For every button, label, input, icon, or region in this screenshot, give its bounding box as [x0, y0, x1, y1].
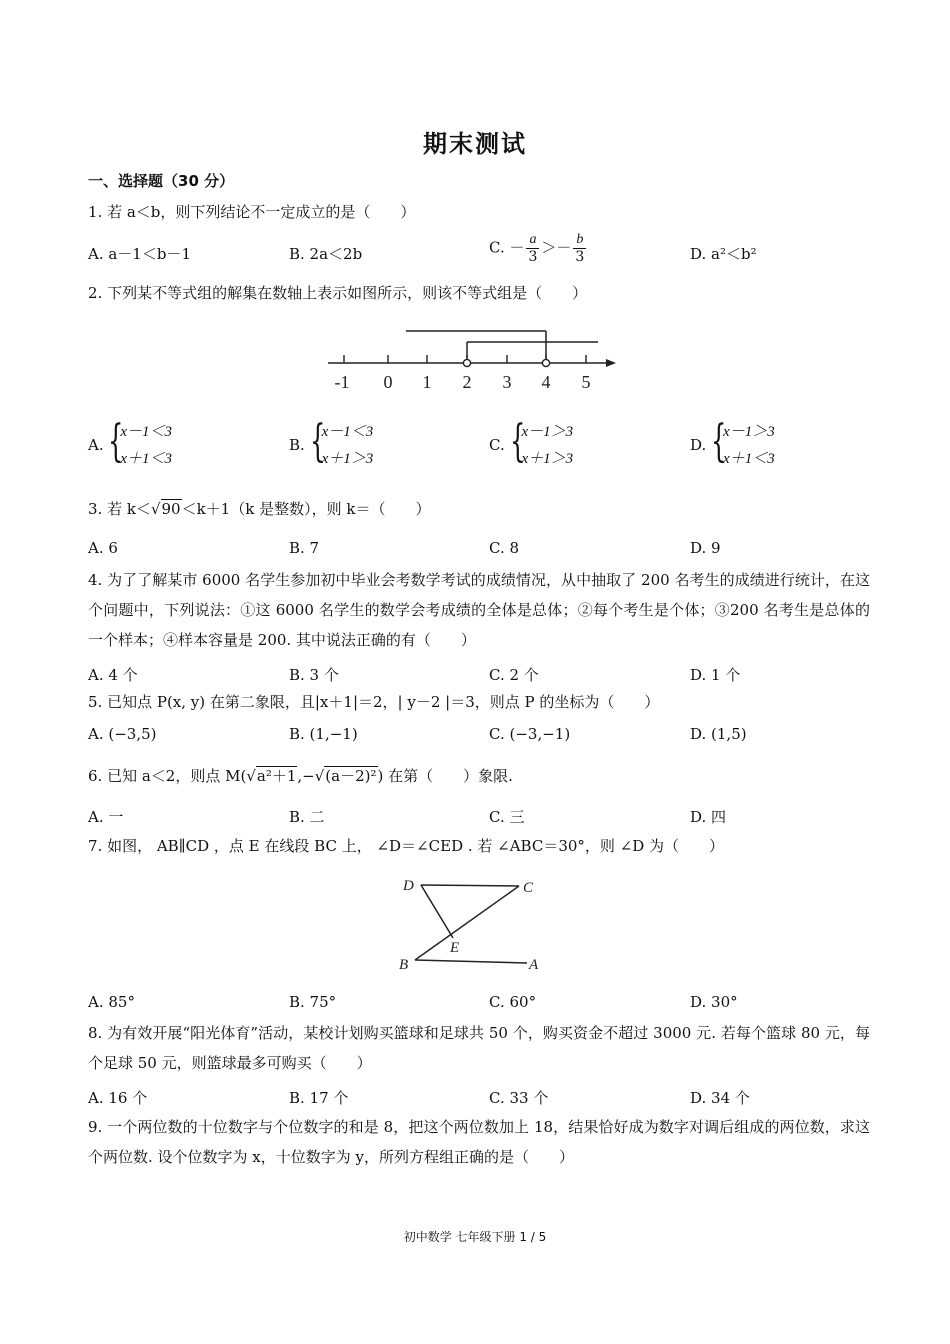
q7-option-a: A. 85°: [88, 993, 135, 1011]
q6-option-d: D. 四: [690, 808, 727, 826]
q4-option-b: B. 3 个: [289, 666, 339, 684]
q4-option-d: D. 1 个: [690, 666, 741, 684]
q5-option-c: C. (−3,−1): [489, 725, 571, 743]
question-9-stem: 9. 一个两位数的十位数字与个位数字的和是 8，把这个两位数加上 18，结果恰好成为数字对调后组成的两位数，求这个两位数. 设个位数字为 x，十位数字为 y，所列方程组正确的是（ ）: [88, 1118, 870, 1166]
point-label-e: E: [450, 940, 460, 956]
tick-label: 0: [383, 372, 393, 392]
q8-option-b: B. 17 个: [289, 1089, 349, 1107]
q7-option-c: C. 60°: [489, 993, 537, 1011]
q1-option-d: D. a²＜b²: [690, 245, 757, 263]
point-label-b: B: [399, 957, 409, 973]
geometry-figure: [395, 872, 545, 977]
tick-label: 4: [541, 372, 551, 392]
q2-option-d: D. { x－1＞3 x＋1＜3: [690, 416, 775, 467]
question-1-stem: 1. 若 a＜b，则下列结论不一定成立的是（ ）: [88, 203, 416, 221]
q3-option-b: B. 7: [289, 539, 320, 557]
point-label-c: C: [523, 880, 534, 896]
question-4-stem: 4. 为了了解某市 6000 名学生参加初中毕业会考数学考试的成绩情况，从中抽取了 200 名考生的成绩进行统计，在这个问题中，下列说法：①这 6000 名学生的数学会考成绩的全体是总体；②每个考生是个体；③200 名考生是总体的一个样本；④样本容量是 200. 其中说法正确的有（ ）: [88, 571, 870, 649]
page-footer: 初中数学 七年级下册 1 / 5: [403, 1230, 547, 1244]
page-title: 期末测试: [423, 130, 527, 158]
q1-option-b: B. 2a＜2b: [289, 245, 363, 263]
q6-option-c: C. 三: [489, 808, 525, 826]
q2-option-c: C. { x－1＞3 x＋1＞3: [489, 416, 574, 467]
question-7-stem: 7. 如图， AB∥CD ，点 E 在线段 BC 上， ∠D＝∠CED . 若 ∠ABC＝30°，则 ∠D 为（ ）: [88, 837, 725, 855]
question-6-stem: 6. 已知 a＜2，则点 M(√a²＋1,−√(a－2)²) 在第（ ）象限.: [88, 767, 513, 785]
point-label-a: A: [529, 957, 539, 973]
question-5-stem: 5. 已知点 P(x, y) 在第二象限，且|x＋1|＝2，| y－2 |＝3，则点 P 的坐标为（ ）: [88, 693, 660, 711]
q1-option-a: A. a－1＜b－1: [88, 245, 192, 263]
q3-option-c: C. 8: [489, 539, 520, 557]
tick-label: -1: [334, 372, 350, 392]
q5-option-d: D. (1,5): [690, 725, 747, 743]
q5-option-b: B. (1,−1): [289, 725, 358, 743]
point-label-d: D: [403, 878, 414, 894]
tick-label: 3: [502, 372, 512, 392]
q2-option-b: B. { x－1＜3 x＋1＞3: [289, 416, 374, 467]
q7-option-b: B. 75°: [289, 993, 337, 1011]
q1-option-c: C. － $\frac{a}{3}$ ＞－ $\frac{b}{3}$: [489, 232, 585, 265]
q8-option-c: C. 33 个: [489, 1089, 549, 1107]
q4-option-c: C. 2 个: [489, 666, 539, 684]
tick-label: 1: [422, 372, 432, 392]
tick-label: 5: [581, 372, 591, 392]
tick-label: 2: [462, 372, 472, 392]
q3-option-a: A. 6: [88, 539, 118, 557]
question-2-stem: 2. 下列某不等式组的解集在数轴上表示如图所示，则该不等式组是（ ）: [88, 284, 588, 302]
q6-option-b: B. 二: [289, 808, 325, 826]
q8-option-d: D. 34 个: [690, 1089, 750, 1107]
q6-option-a: A. 一: [88, 808, 124, 826]
section-heading: 一、选择题（30 分）: [88, 172, 235, 190]
question-3-stem: 3. 若 k＜√90＜k＋1（k 是整数），则 k＝（ ）: [88, 500, 431, 518]
q2-option-a: A. { x－1＜3 x＋1＜3: [88, 416, 173, 467]
q4-option-a: A. 4 个: [88, 666, 138, 684]
q5-option-a: A. (−3,5): [88, 725, 157, 743]
q8-option-a: A. 16 个: [88, 1089, 148, 1107]
q7-option-d: D. 30°: [690, 993, 738, 1011]
q3-option-d: D. 9: [690, 539, 721, 557]
number-line-figure: [320, 322, 630, 397]
question-8-stem: 8. 为有效开展“阳光体育”活动，某校计划购买篮球和足球共 50 个，购买资金不超过 3000 元. 若每个篮球 80 元，每个足球 50 元，则篮球最多可购买（ ）: [88, 1024, 870, 1072]
